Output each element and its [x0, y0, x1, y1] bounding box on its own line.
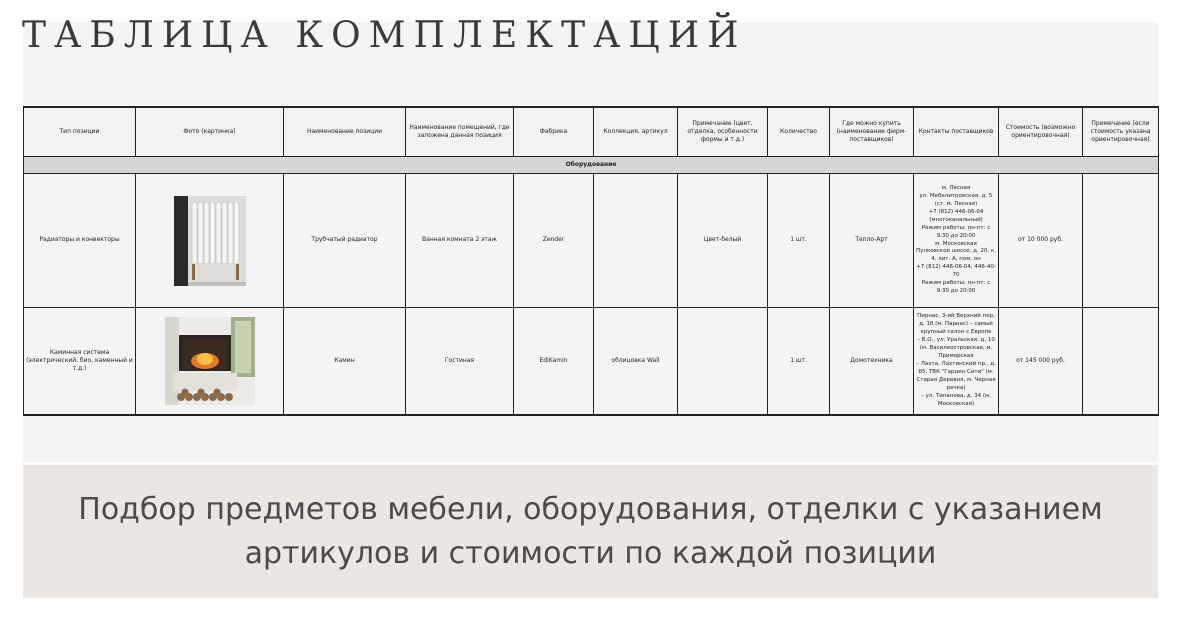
cell-photo — [136, 174, 284, 308]
cell-price-note — [1083, 174, 1159, 308]
table-row — [24, 174, 1159, 308]
configuration-table-container — [23, 106, 1158, 416]
fireplace-image-icon — [165, 317, 255, 405]
header-price: Стоимость (возможно ориентировочная) — [999, 107, 1083, 157]
section-row — [24, 157, 1159, 174]
cell-factory: EdiKamin — [514, 308, 594, 416]
radiator-photo — [174, 196, 246, 286]
caption-text: Подбор предметов мебели, оборудования, отделки с указанием артикулов и стоимости по каждой позиции — [78, 492, 1103, 571]
cell-quantity: 1 шт. — [768, 174, 830, 308]
contacts-text: м. Лесная ул. Мебелитровская, д. 5 (ст. м. Лесная) +7 (812) 446-06-04 (многоканальный) Режим работы: пн-пт: с 9:30 до 20:00 м. Московская Пулковское шоссе, д. 20, к. 4, лит. А, пом. он +7 (812) 446-06-04, 446-40-70 Режим работы: пн-пт: с 9:30 до 20:00 — [916, 184, 996, 295]
cell-price: от 145 000 руб. — [999, 308, 1083, 416]
cell-price: от 10 000 руб. — [999, 174, 1083, 308]
cell-price-note — [1083, 308, 1159, 416]
section-label: Оборудование — [24, 157, 1159, 174]
cell-note — [678, 308, 768, 416]
cell-supplier: Тепло-Арт — [830, 174, 914, 308]
cell-photo — [136, 308, 284, 416]
cell-factory: Zender — [514, 174, 594, 308]
cell-name: Камин — [284, 308, 406, 416]
cell-quantity: 1 шт. — [768, 308, 830, 416]
header-factory: Фабрика — [514, 107, 594, 157]
cell-type: Радиаторы и конвекторы — [24, 174, 136, 308]
fireplace-photo — [165, 317, 255, 405]
cell-type: Каминная система (электрический, био, каменный и т.д.) — [24, 308, 136, 416]
header-room: Наименование помещений, где заложена данная позиция — [406, 107, 514, 157]
cell-name: Трубчатый радиатор — [284, 174, 406, 308]
header-position-name: Наименование позиции — [284, 107, 406, 157]
configuration-table — [23, 106, 1159, 416]
cell-collection: облицовка Wall — [594, 308, 678, 416]
cell-note: Цвет-белый — [678, 174, 768, 308]
contacts-text: Пирнас, 3-ий Верхний пер, д. 1б (м. Парнас) – самый крупный салон с Европе – В.О., ул. Уральская, д. 10 (м. Василеостровская, м. Приморская – Лахта, Лахтинский пр., д. 85, ТВК "Гарден Сити" (м. Старая Деревня, м. Черная речка) – ул. Типанова, д. 34 (м. Московская) — [916, 313, 996, 407]
cell-room: Ванная комната 2 этаж — [406, 174, 514, 308]
radiator-image-icon — [174, 196, 246, 286]
table-header-row — [24, 107, 1159, 157]
page-title: ТАБЛИЦА КОМПЛЕКТАЦИЙ — [22, 15, 747, 56]
cell-contacts — [914, 308, 999, 416]
cell-contacts — [914, 174, 999, 308]
header-price-note: Примечание (если стоимость указана ориентировочная) — [1083, 107, 1159, 157]
header-collection: Коллекция, артикул — [594, 107, 678, 157]
header-photo: Фото (картинка) — [136, 107, 284, 157]
header-position-type: Тип позиции — [24, 107, 136, 157]
header-quantity: Количество — [768, 107, 830, 157]
caption-banner — [23, 465, 1158, 598]
cell-room: Гостиная — [406, 308, 514, 416]
header-where-to-buy: Где можно купить (наименование фирм-поставщиков) — [830, 107, 914, 157]
table-row — [24, 308, 1159, 416]
cell-collection — [594, 174, 678, 308]
header-contacts: Контакты поставщиков — [914, 107, 999, 157]
cell-supplier: Домотехника — [830, 308, 914, 416]
header-note: Примечание (цвет, отделка, особенности формы и т.д.) — [678, 107, 768, 157]
